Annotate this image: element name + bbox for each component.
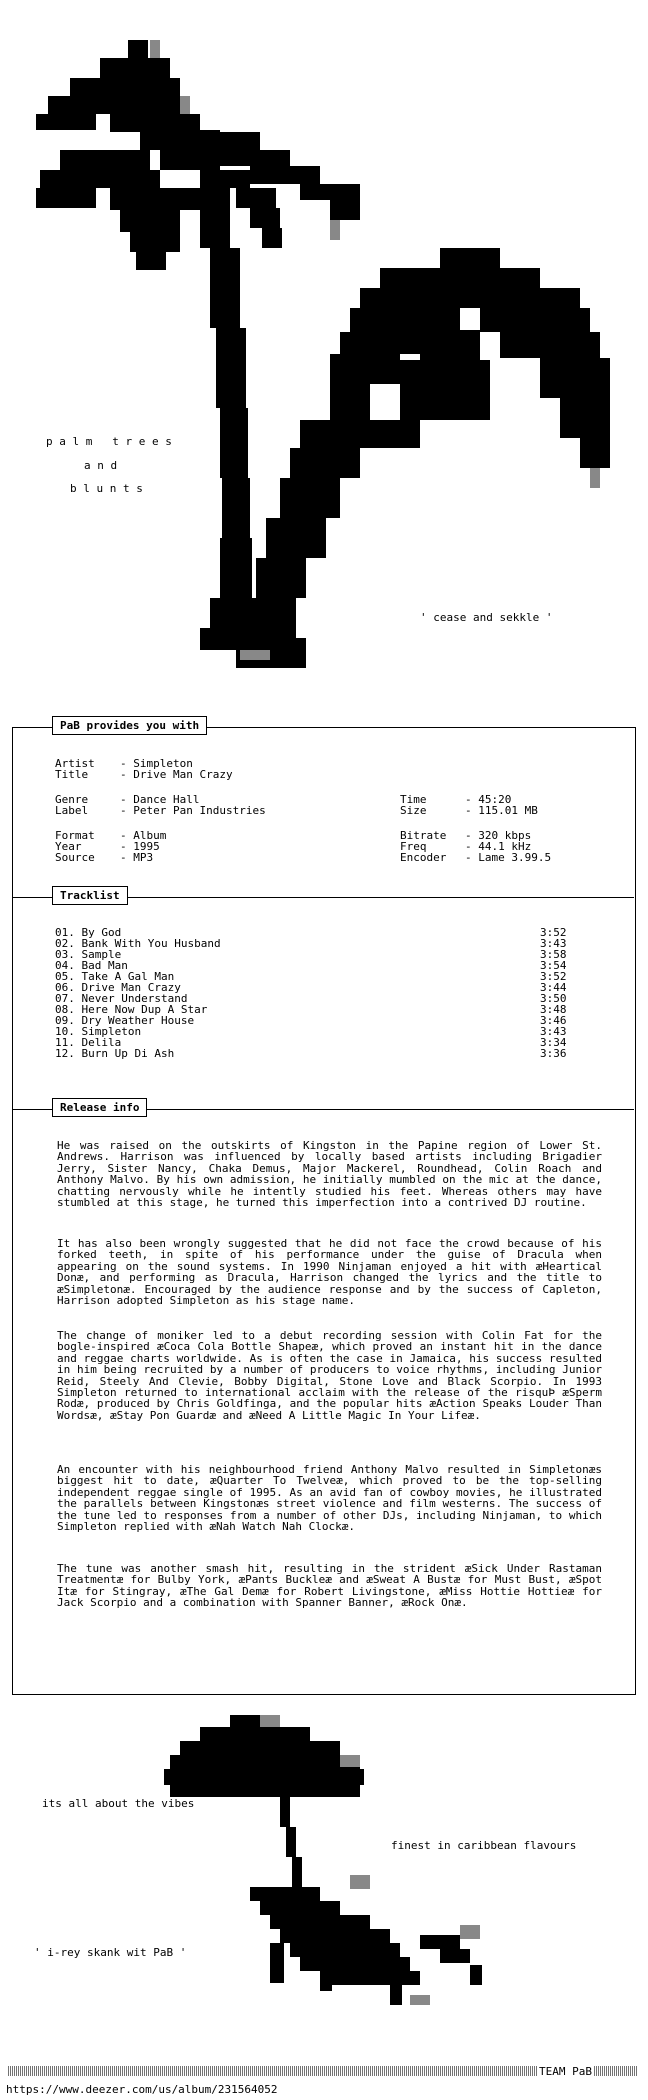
info-label-bitrate: Bitrate [400, 829, 447, 842]
nfo-panel [12, 727, 636, 1695]
track-time: 3:58 [540, 948, 567, 961]
track-time: 3:48 [540, 1003, 567, 1016]
track-title: 12. Burn Up Di Ash [55, 1047, 175, 1060]
info-label-source: Source [55, 851, 95, 864]
info-label-year: Year [55, 840, 82, 853]
source-url[interactable]: https://www.deezer.com/us/album/231564052 [6, 2083, 278, 2096]
release-paragraph: An encounter with his neighbourhood friend Anthony Malvo resulted in Simpletonæs biggest hit to date, æQuarter To Twelveæ, which proved to be the top-selling independent reggae single of 1995. As an avid fan of cowboy movies, he illustrated the parallels between Kingstonæs street violence and film westerns. The success of the tune led to responses from a number of other DJs, including Ninjaman, to which Simpleton replied with æNah Watch Nah Clockæ. [57, 1463, 602, 1534]
info-value-year: - 1995 [120, 840, 160, 853]
track-title: 06. Drive Man Crazy [55, 981, 181, 994]
info-value-freq: - 44.1 kHz [465, 840, 532, 853]
tagline-1: p a l m t r e e s [46, 435, 172, 448]
release-paragraph: He was raised on the outskirts of Kingston in the Papine region of Lower St. Andrews. Harrison was influenced by locally based artists including Brigadier Jerry, Sister Nancy, Chaka Demus, Major Mackerel, Roundhead, Colin Roach and Anthony Malvo. By his own admission, he initially mumbled on the mic at the dance, chatting nervously while he intently studied his feet. Whereas others may have stumbled at this stage, he turned this imperfection into a contrived DJ routine. [57, 1139, 602, 1210]
info-label-size: Size [400, 804, 427, 817]
track-title: 03. Sample [55, 948, 122, 961]
info-label-title: Title [55, 768, 89, 781]
irey-text: ' i-rey skank wit PaB ' [34, 1946, 187, 1959]
track-time: 3:34 [540, 1036, 567, 1049]
team-tag: TEAM PaB [539, 2065, 592, 2078]
info-label-time: Time [400, 793, 427, 806]
track-title: 08. Here Now Dup A Star [55, 1003, 208, 1016]
info-label-freq: Freq [400, 840, 427, 853]
info-label-encoder: Encoder [400, 851, 447, 864]
tracklist-tab: Tracklist [52, 886, 128, 905]
info-value-format: - Album [120, 829, 167, 842]
track-title: 09. Dry Weather House [55, 1014, 195, 1027]
release-tab: Release info [52, 1098, 147, 1117]
track-time: 3:52 [540, 926, 567, 939]
track-time: 3:54 [540, 959, 567, 972]
track-time: 3:50 [540, 992, 567, 1005]
tagline-right: ' cease and sekkle ' [420, 611, 553, 624]
track-title: 05. Take A Gal Man [55, 970, 175, 983]
info-value-label: - Peter Pan Industries [120, 804, 266, 817]
track-time: 3:46 [540, 1014, 567, 1027]
release-paragraph: It has also been wrongly suggested that he did not face the crowd because of his forked teeth, in spite of his performance under the guise of Dracula when appearing on the sound systems. In 1990 Ninjaman enjoyed a hit with æHeartical Donæ, and performing as Dracula, Harrison changed the lyrics and the title to æSimpletonæ. Encouraged by the audience response and by the success of Capleton, Harrison adopted Simpleton as his stage name. [57, 1237, 602, 1308]
release-paragraph: The change of moniker led to a debut recording session with Colin Fat for the bogle-inspired æCoca Cola Bottle Shapeæ, which proved an instant hit in the dance and reggae charts worldwide. As is often the case in Jamaica, his success resulted in him being recruited by a number of producers to voice rhythms, including Junior Reid, Steely And Clevie, Bobby Digital, Stone Love and Black Scorpio. In 1993 Simpleton returned to international acclaim with the release of the risquÞ æSperm Rodæ, produced by Chris Goldfinga, and the popular hits æAction Speaks Louder Than Wordsæ, æStay Pon Guardæ and æNeed A Little Magic In Your Lifeæ. [57, 1329, 602, 1422]
track-time: 3:43 [540, 1025, 567, 1038]
info-value-artist: - Simpleton [120, 757, 193, 770]
track-title: 01. By God [55, 926, 122, 939]
info-label-artist: Artist [55, 757, 95, 770]
info-value-bitrate: - 320 kbps [465, 829, 532, 842]
track-time: 3:43 [540, 937, 567, 950]
track-time: 3:36 [540, 1047, 567, 1060]
info-value-genre: - Dance Hall [120, 793, 200, 806]
info-value-encoder: - Lame 3.99.5 [465, 851, 552, 864]
track-title: 02. Bank With You Husband [55, 937, 221, 950]
track-time: 3:44 [540, 981, 567, 994]
tagline-2: a n d [84, 459, 118, 472]
info-label-format: Format [55, 829, 95, 842]
info-value-size: - 115.01 MB [465, 804, 538, 817]
info-label-genre: Genre [55, 793, 89, 806]
vibes-text: its all about the vibes [42, 1797, 195, 1810]
track-time: 3:52 [540, 970, 567, 983]
track-title: 04. Bad Man [55, 959, 128, 972]
flavours-text: finest in caribbean flavours [391, 1839, 577, 1852]
info-label-label: Label [55, 804, 89, 817]
info-value-time: - 45:20 [465, 793, 512, 806]
tagline-3: b l u n t s [70, 482, 143, 495]
release-paragraph: The tune was another smash hit, resulting in the strident æSick Under Rastaman Treatmentæ for Bulby York, æPants Buckleæ and æSweat A Bustæ for Must Bust, æSpot Itæ for Stingray, æThe Gal Demæ for Robert Livingstone, æMiss Hottie Hottieæ for Jack Scorpio and a combination with Spanner Banner, æRock Onæ. [57, 1562, 602, 1610]
track-title: 07. Never Understand [55, 992, 188, 1005]
beach-chair-art [0, 1715, 648, 2015]
track-title: 10. Simpleton [55, 1025, 142, 1038]
track-title: 11. Delila [55, 1036, 122, 1049]
info-value-source: - MP3 [120, 851, 154, 864]
info-value-title: - Drive Man Crazy [120, 768, 233, 781]
info-tab: PaB provides you with [52, 716, 207, 735]
